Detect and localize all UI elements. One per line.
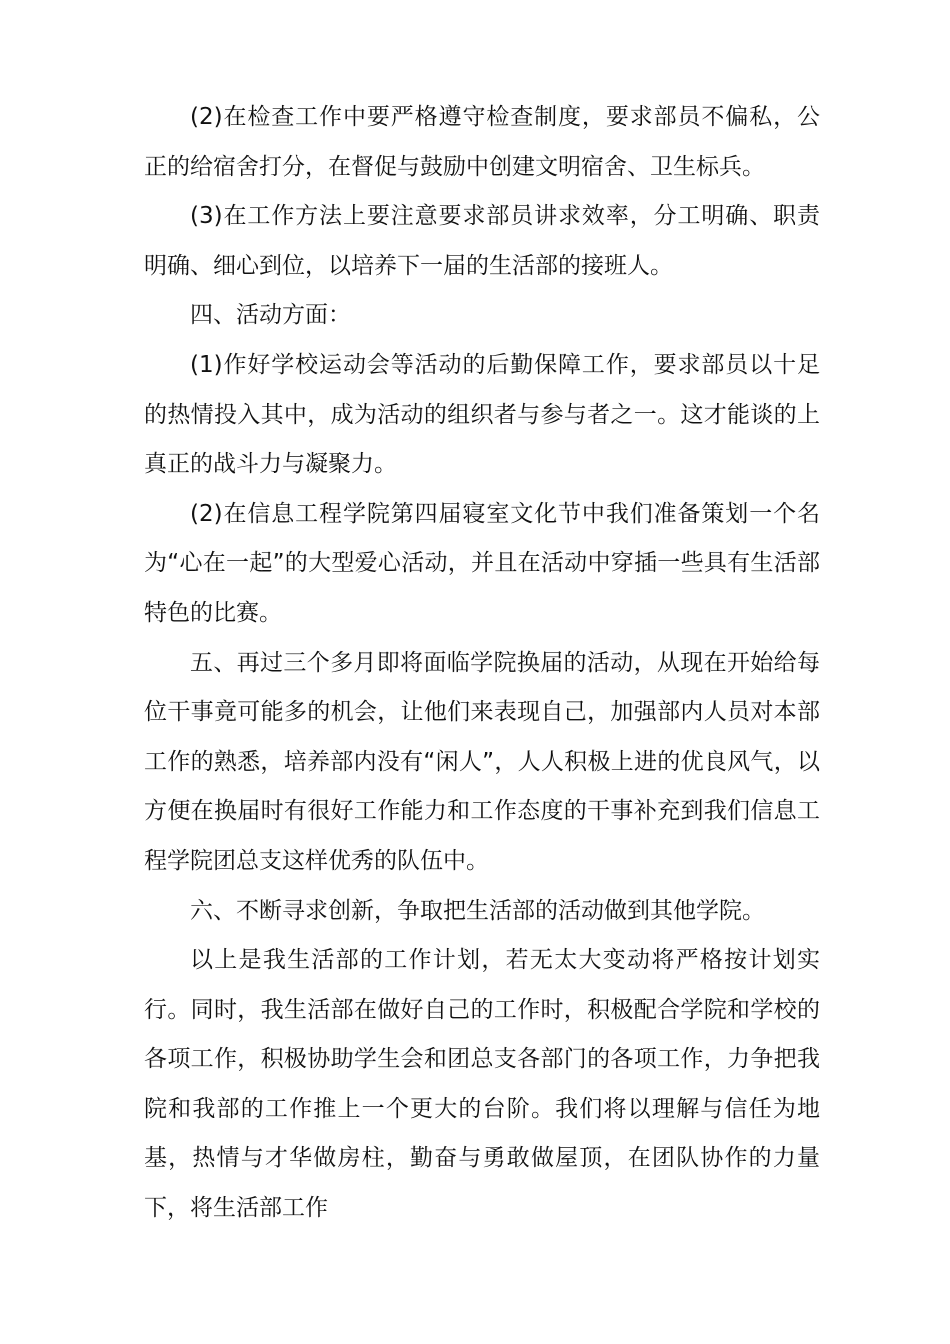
paragraph-work-methods: (3)在工作方法上要注意要求部员讲求效率，分工明确、职责明确、细心到位，以培养下一届的生活部的接班人。	[144, 203, 820, 279]
paragraph-dorm-culture-festival: (2)在信息工程学院第四届寝室文化节中我们准备策划一个名为“心在一起”的大型爱心活动，并且在活动中穿插一些具有生活部特色的比赛。	[144, 500, 820, 626]
section-heading-activities: 四、活动方面：	[190, 302, 351, 329]
paragraph-officer-transition: 五、再过三个多月即将面临学院换届的活动，从现在开始给每位干事竟可能多的机会，让他们来表现自己，加强部内人员对本部工作的熟悉，培养部内没有“闲人”，人人积极上进的优良风气，以方便在换届时有很好工作能力和工作态度的干事补充到我们信息工程学院团总支这样优秀的队伍中。	[144, 649, 820, 874]
paragraph-sports-logistics: (1)作好学校运动会等活动的后勤保障工作，要求部员以十足的热情投入其中，成为活动的组织者与参与者之一。这才能谈的上真正的战斗力与凝聚力。	[144, 351, 820, 478]
paragraph-conclusion: 以上是我生活部的工作计划，若无太大变动将严格按计划实行。同时，我生活部在做好自己的工作时，积极配合学院和学校的各项工作，积极协助学生会和团总支各部门的各项工作，力争把我院和我部的工作推上一个更大的台阶。我们将以理解与信任为地基，热情与才华做房柱，勤奋与勇敢做屋顶，在团队协作的力量下，将生活部工作	[144, 947, 820, 1222]
paragraph-inspection-rules: (2)在检查工作中要严格遵守检查制度，要求部员不偏私，公正的给宿舍打分，在督促与鼓励中创建文明宿舍、卫生标兵。	[144, 104, 820, 180]
document-body	[144, 93, 820, 1234]
paragraph-innovation: 六、不断寻求创新，争取把生活部的活动做到其他学院。	[190, 897, 765, 924]
